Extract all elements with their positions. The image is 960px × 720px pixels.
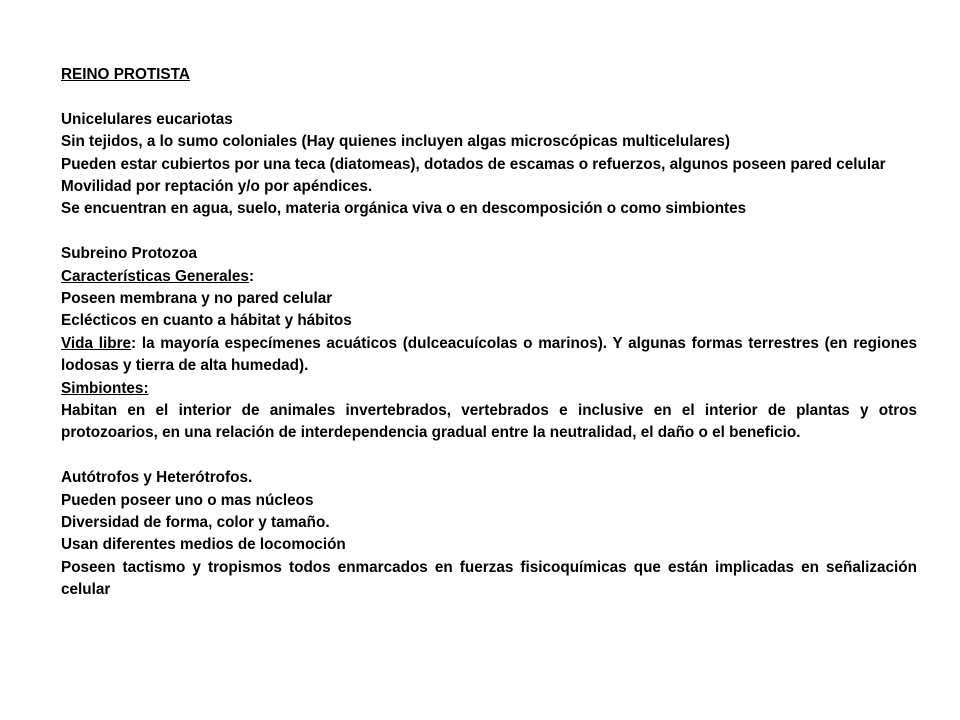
- spacer: [61, 221, 917, 243]
- symbionts-label: Simbiontes:: [61, 379, 149, 397]
- intro-tissues: Sin tejidos, a lo sumo coloniales (Hay quienes incluyen algas microscópicas multicelulares): [61, 133, 731, 151]
- slide-content: [61, 64, 917, 602]
- page-title: REINO PROTISTA: [61, 66, 190, 83]
- spacer: [61, 86, 917, 108]
- trait-locomotion: Usan diferentes medios de locomoción: [61, 536, 346, 554]
- free-life-label: Vida libre: [61, 334, 132, 352]
- intro-habitat: Se encuentran en agua, suelo, materia orgánica viva o en descomposición o como simbiontes: [61, 200, 747, 218]
- trait-tactism: Poseen tactismo y tropismos todos enmarcados en fuerzas fisicoquímicas que están implicadas en señalización celular: [61, 558, 917, 599]
- subreino-heading: Subreino Protozoa: [61, 245, 197, 263]
- eclectic-text: Eclécticos en cuanto a hábitat y hábitos: [61, 312, 352, 330]
- free-life-text: : la mayoría especímenes acuáticos (dulceacuícolas o marinos). Y algunas formas terrestres (en regiones lodosas y tierra de alta humedad).: [61, 334, 917, 375]
- characteristics-heading: [61, 266, 917, 288]
- free-life-paragraph: [61, 333, 917, 378]
- characteristics-label: Características Generales: [61, 267, 249, 285]
- trait-nuclei: Pueden poseer uno o mas núcleos: [61, 491, 314, 509]
- trait-diversity: Diversidad de forma, color y tamaño.: [61, 514, 330, 532]
- spacer: [61, 445, 917, 467]
- characteristics-colon: :: [248, 267, 255, 285]
- symbionts-text: Habitan en el interior de animales invertebrados, vertebrados e inclusive en el interior de plantas y otros protozoarios, en una relación de interdependencia gradual entre la neutralidad, el daño o el beneficio.: [61, 402, 917, 442]
- trait-nutrition: Autótrofos y Heterótrofos.: [61, 469, 253, 487]
- intro-coverings: Pueden estar cubiertos por una teca (diatomeas), dotados de escamas o refuerzos, algunos poseen pared celular: [61, 155, 886, 173]
- membrane-text: Poseen membrana y no pared celular: [61, 290, 333, 308]
- intro-mobility: Movilidad por reptación y/o por apéndices.: [61, 178, 373, 196]
- intro-unicellular: Unicelulares eucariotas: [61, 110, 233, 128]
